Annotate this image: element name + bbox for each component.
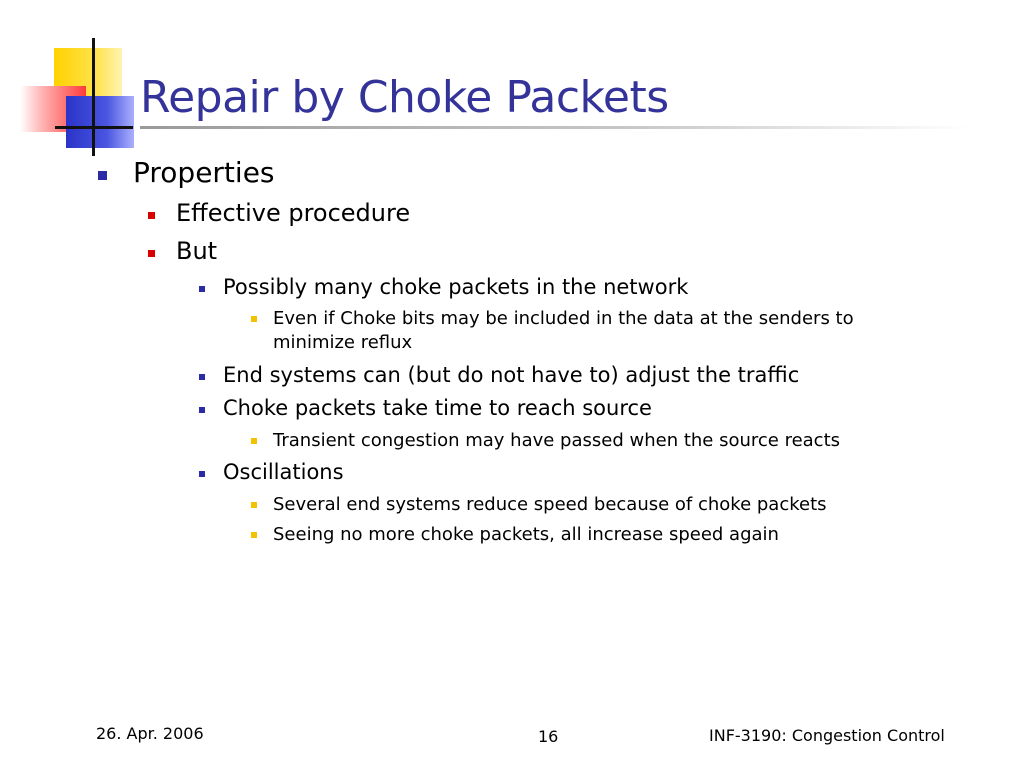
bullet-text: Several end systems reduce speed because of choke packets [273,494,827,515]
square-bullet-icon [199,374,205,380]
bullet-text: But [176,237,218,265]
bullet-item [251,307,898,355]
footer-course-title: INF-3190: Congestion Control [709,726,945,745]
bullet-text: Transient congestion may have passed when the source reacts [273,430,841,451]
bullet-text: End systems can (but do not have to) adjust the traffic [223,363,800,387]
bullet-item [199,460,344,484]
bullet-item [199,396,652,420]
bullet-text: Even if Choke bits may be included in the data at the senders to minimize reflux [273,308,854,353]
bullet-item [98,156,275,189]
bullet-text: Choke packets take time to reach source [223,396,652,420]
square-bullet-icon [199,286,205,292]
bullet-text: Effective procedure [176,199,411,227]
slide-title: Repair by Choke Packets [140,72,669,123]
bullet-item [251,429,898,453]
bullet-text: Seeing no more choke packets, all increase speed again [273,524,779,545]
square-bullet-icon [199,471,205,477]
bullet-text: Possibly many choke packets in the network [223,275,689,299]
square-bullet-icon [251,502,257,508]
square-bullet-icon [98,171,107,180]
bullet-item [199,363,799,387]
square-bullet-icon [251,438,257,444]
footer-page-number: 16 [538,727,559,746]
square-bullet-icon [251,532,257,538]
bullet-text: Properties [133,156,275,189]
bullet-item [251,493,898,517]
square-bullet-icon [148,212,155,219]
bullet-text: Oscillations [223,460,344,484]
footer-date: 26. Apr. 2006 [96,724,204,743]
square-bullet-icon [148,250,155,257]
bullet-item [251,523,898,547]
bullet-item [199,275,688,299]
square-bullet-icon [251,316,257,322]
bullet-item [148,237,217,265]
square-bullet-icon [199,407,205,413]
bullet-item [148,199,410,227]
